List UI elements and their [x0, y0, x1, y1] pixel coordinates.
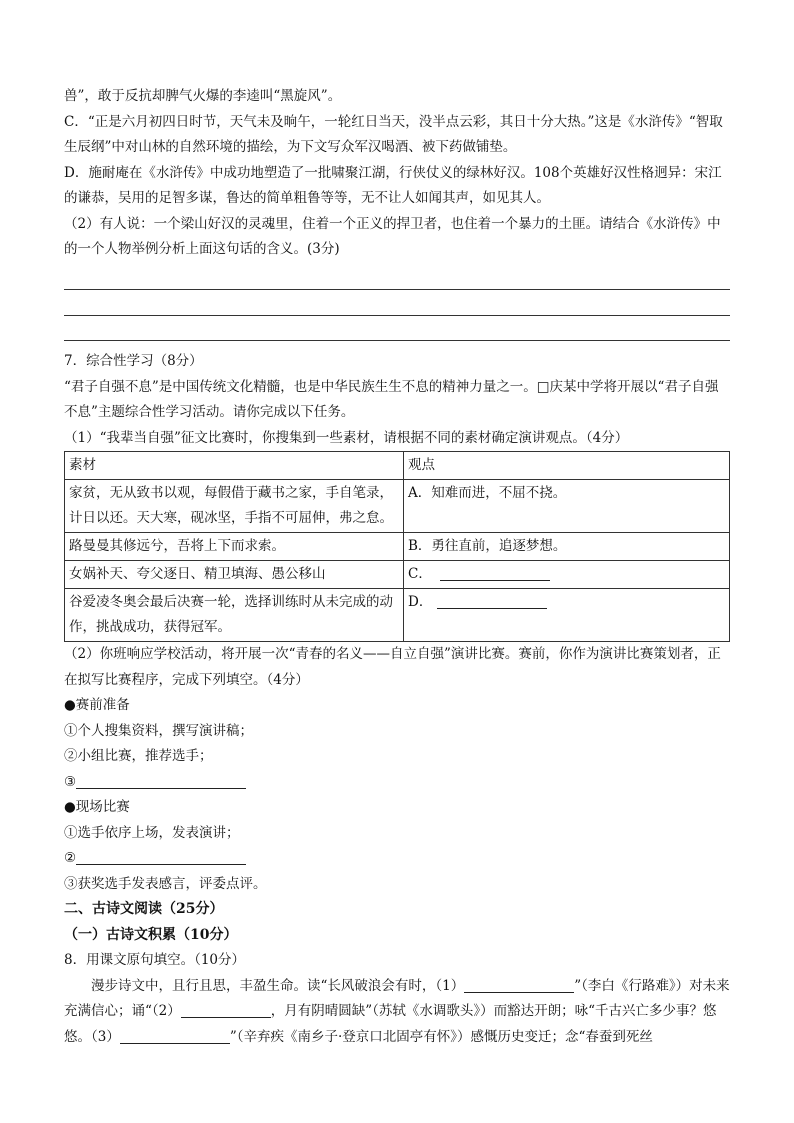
table-cell-viewpoint	[404, 561, 730, 589]
fill-blank[interactable]	[76, 848, 246, 865]
table-header-row	[65, 452, 730, 480]
table-row	[65, 561, 730, 589]
fill-blank[interactable]	[76, 772, 246, 789]
live-step-3: ③获奖选手发表感言，评委点评。	[64, 875, 267, 892]
q8-title: 8．用课文原句填空。（10分）	[64, 952, 246, 968]
q6-option-b-tail: 兽”，敢于反抗却脾气火爆的李逵叫“黑旋风”。	[64, 88, 342, 104]
q8-passage	[64, 974, 730, 1051]
q7-title: 7．综合性学习（8分）	[64, 353, 203, 369]
viewpoint-label: D．	[408, 594, 433, 610]
table-row	[65, 480, 730, 533]
table-cell-material: 女娲补天、夸父逐日、精卫填海、愚公移山	[65, 561, 404, 589]
q7-sub2: （2）你班响应学校活动，将开展一次“青春的名义——自立自强”演讲比赛。赛前，你作为演讲比赛策划者，正在拟写比赛程序，完成下列填空。（4分）	[64, 646, 721, 688]
table-cell-viewpoint: A．知难而进，不屈不挠。	[404, 480, 730, 533]
q6-sub2: （2）有人说：一个梁山好汉的灵魂里，住着一个正义的捍卫者，也住着一个暴力的土匪。请结合《水浒传》中的一个人物举例分析上面这句话的含义。(3分)	[64, 215, 721, 257]
passage-text: ，月有阴晴圆缺”（苏轼《水调歌头》）而豁达开朗；咏“千古兴亡多少事？悠悠。（3）	[64, 1003, 717, 1045]
subsection-title: （一）古诗文积累（10分）	[64, 926, 238, 943]
passage-text: ”（李白《行路难》）对未来充满信心；诵“（2）	[64, 977, 730, 1019]
passage-text: ”（辛弃疾《南乡子·登京口北固亭有怀》）感慨历史变迁；念“春蚕到死丝	[229, 1028, 653, 1045]
table-cell-material: 路曼曼其修远兮，吾将上下而求索。	[65, 533, 404, 561]
q6-option-d: D．施耐庵在《水浒传》中成功地塑造了一批啸聚江湖，行侠仗义的绿林好汉。108个英雄好汉性格迥异：宋江的谦恭，吴用的足智多谋，鲁达的简单粗鲁等等，无不让人如闻其声，如见其人。	[64, 164, 722, 206]
pre-step-2: ②小组比赛，推荐选手；	[64, 748, 213, 764]
passage-text: 漫步诗文中，且行且思，丰盈生命。读“长风破浪会有时，（1）	[91, 977, 465, 994]
live-step-1: ①选手依序上场，发表演讲；	[64, 824, 240, 841]
step-number: ②	[64, 850, 77, 866]
table-row	[65, 533, 730, 561]
table-cell-viewpoint: B．勇往直前，追逐梦想。	[404, 533, 730, 561]
fill-blank-3[interactable]	[120, 1027, 230, 1044]
answer-line[interactable]	[64, 265, 730, 291]
table-row	[65, 589, 730, 642]
viewpoint-label: C．	[408, 566, 432, 582]
pre-step-3	[64, 770, 730, 796]
live-title: ●现场比赛	[64, 799, 130, 815]
fill-blank-2[interactable]	[181, 1001, 271, 1018]
q7-intro: “君子自强不息”是中国传统文化精髓，也是中华民族生生不息的精神力量之一。□庆某中学将开展以“君子自强不息”主题综合性学习活动。请你完成以下任务。	[64, 378, 719, 420]
table-cell-material: 谷爱凌冬奥会最后决赛一轮，选择训练时从未完成的动作，挑战成功，获得冠军。	[65, 589, 404, 642]
pre-step-1: ①个人搜集资料，撰写演讲稿；	[64, 722, 253, 739]
table-cell-viewpoint	[404, 589, 730, 642]
table-cell-material: 家贫，无从致书以观，每假借于藏书之家，手自笔录，计日以还。天大寒，砚冰坚，手指不可屈伸，弗之怠。	[65, 480, 404, 533]
answer-line[interactable]	[64, 290, 730, 316]
q6-option-c: C．“正是六月初四日时节，天气未及晌午，一轮红日当天，没半点云彩，其日十分大热。”这是《水浒传》“智取生辰纲”中对山林的自然环境的描绘，为下文写众军汉喝酒、被下药做铺垫。	[64, 113, 723, 155]
fill-blank[interactable]	[437, 592, 547, 609]
fill-blank[interactable]	[440, 564, 550, 581]
live-step-2	[64, 846, 730, 872]
table-header-cell: 观点	[404, 452, 730, 480]
fill-blank-1[interactable]	[464, 976, 574, 993]
pre-title: ●赛前准备	[64, 697, 130, 713]
q7-sub1: （1）“我辈当自强”征文比赛时，你搜集到一些素材，请根据不同的素材确定演讲观点。（4分）	[64, 429, 629, 446]
table-header-cell: 素材	[65, 452, 404, 480]
section-title: 二、古诗文阅读（25分）	[64, 901, 224, 917]
answer-line[interactable]	[64, 316, 730, 342]
exam-page	[64, 84, 730, 1050]
step-number: ③	[64, 773, 77, 790]
q6-answer-area[interactable]	[64, 265, 730, 342]
material-viewpoint-table	[64, 451, 730, 642]
